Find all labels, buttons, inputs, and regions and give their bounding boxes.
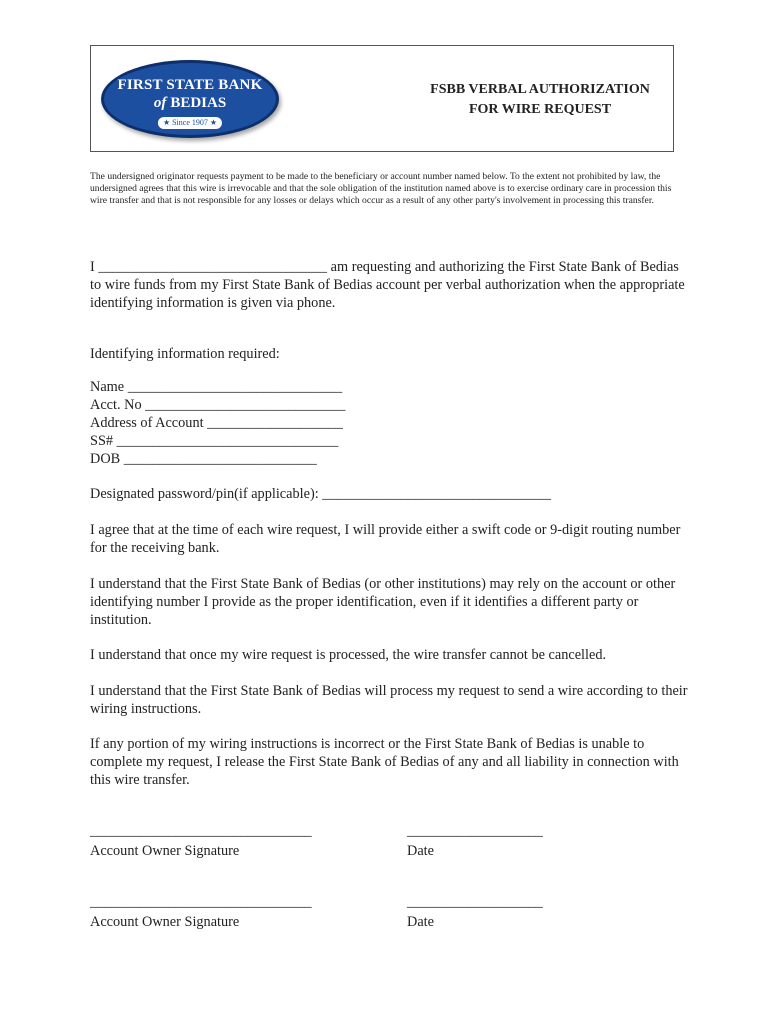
date-label-1: Date <box>407 843 434 859</box>
statement-process: I understand that the First State Bank of Bedias will process my request to send a wire according to their wiring instructions. <box>90 683 688 717</box>
ssn-field[interactable]: SS# _______________________________ <box>90 433 339 449</box>
dob-field[interactable]: DOB ___________________________ <box>90 451 317 467</box>
statement-cancel: I understand that once my wire request is processed, the wire transfer cannot be cancelled. <box>90 647 607 663</box>
form-title-line1: FSBB VERBAL AUTHORIZATION <box>430 82 650 97</box>
signature-line-2[interactable]: _______________________________ <box>90 894 312 910</box>
logo-of: of <box>153 95 167 111</box>
logo-bank-location <box>104 95 276 112</box>
account-number-field[interactable]: Acct. No ____________________________ <box>90 397 346 413</box>
signature-label-1: Account Owner Signature <box>90 843 240 859</box>
logo-bank-name: FIRST STATE BANK <box>117 77 263 93</box>
date-line-1[interactable]: ___________________ <box>407 823 543 839</box>
logo-bedias: BEDIAS <box>170 95 227 111</box>
statement-swift: I agree that at the time of each wire request, I will provide either a swift code or 9-digit routing number for the receiving bank. <box>90 522 681 556</box>
signature-label-2: Account Owner Signature <box>90 914 240 930</box>
disclaimer-text: The undersigned originator requests payment to be made to the beneficiary or account number named below. To the extent not prohibited by law, the undersigned agrees that this wire is irrevocable and that the sole obligation of the institution named above is to exercise ordinary care in procession this wire transfer and that is not responsible for any losses or delays which occur as a result of any other party's involvement in processing this transfer. <box>90 171 672 206</box>
date-line-2[interactable]: ___________________ <box>407 894 543 910</box>
form-title <box>330 80 750 120</box>
date-label-2: Date <box>407 914 434 930</box>
authorization-paragraph: I ________________________________ am requesting and authorizing the First State Bank of Bedias to wire funds from my First State Bank of Bedias account per verbal authorization when the appropriate identifying information is given via phone. <box>90 259 685 311</box>
form-title-line2: FOR WIRE REQUEST <box>468 102 612 117</box>
signature-line-1[interactable]: _______________________________ <box>90 823 312 839</box>
name-field[interactable]: Name ______________________________ <box>90 379 343 395</box>
bank-logo <box>101 60 279 138</box>
address-of-account-field[interactable]: Address of Account ___________________ <box>90 415 343 431</box>
logo-since-badge: ★ Since 1907 ★ <box>158 117 222 129</box>
statement-rely: I understand that the First State Bank of Bedias (or other institutions) may rely on the account or other identifying number I provide as the proper identification, even if it identifies a different party or institution. <box>90 576 676 628</box>
identifying-heading: Identifying information required: <box>90 346 280 362</box>
password-field[interactable]: Designated password/pin(if applicable): ________________________________ <box>90 486 552 502</box>
statement-liability: If any portion of my wiring instructions is incorrect or the First State Bank of Bedias is unable to complete my request, I release the First State Bank of Bedias of any and all liability in connection with this wire transfer. <box>90 736 679 788</box>
